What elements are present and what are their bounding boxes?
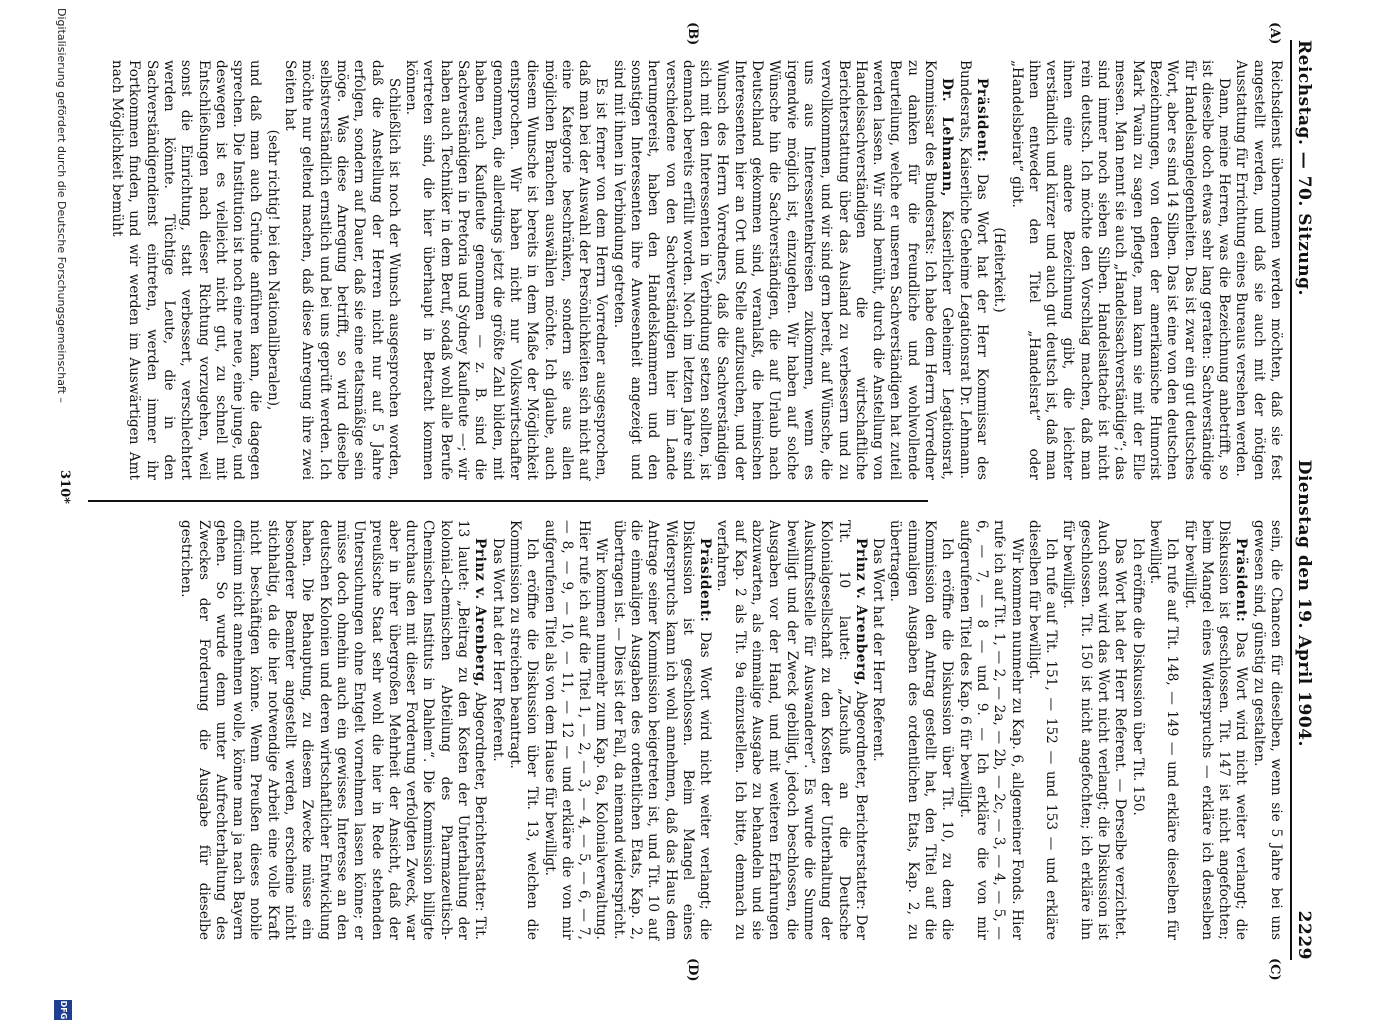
paragraph xyxy=(955,60,990,480)
column-divider xyxy=(88,500,928,502)
paragraph-text: Wir kommen nunmehr zum Kap. 6a, Kolonialverwaltung. Hier rufe ich auf die Titel 1, — 2, — 3, — 4, — 5, — 6, — 7, — 8, — 9, — 10, — 11, — 12 — und erkläre die von mir aufgerufenen Titel als von dem Hause für bewilligt. xyxy=(541,520,610,940)
running-head xyxy=(1294,40,1322,960)
paragraph xyxy=(177,520,488,940)
speaker-name: Prinz v. Arenberg, xyxy=(472,538,489,688)
speaker-name: Präsident: xyxy=(1233,538,1250,623)
paragraph-text: Das Wort hat der Herr Referent. — Derselbe verzichtet. Auch sonst wird das Wort nicht verlangt; die Diskussion ist geschlossen. Tit. 150 ist nicht angefochten; ich erkläre ihn für bewilligt. xyxy=(1060,520,1129,940)
paragraph xyxy=(990,60,1007,480)
paragraph xyxy=(955,520,1024,940)
paragraph-text: Dann, meine Herren, was die Bezeichnung anbetrifft, so ist dieselbe doch etwas sehr lang geraten: Sachverständige für Handelsangelegenheiten. Das ist zwar ein gut deutsches Wort, aber es sind 14 Silben. Das ist eine von den deutschen Bezeichnungen, von denen der amerikanische Humorist Mark Twain zu sagen pflegte, man kann sie mit der Elle messen. Man nennt sie auch „Handelssachverständige“; das sind immer noch sieben Silben. Handelsattaché ist nicht rein deutsch. Ich möchte den Vorschlag machen, daß man ihnen eine andere Bezeichnung gibt, die leichter verständlich und kürzer und auch gut deutsch ist, daß man ihnen entweder den Titel „Handelsrat“ oder „Handelsbeirat“ gibt. xyxy=(1008,60,1233,480)
margin-mark-c: (C) xyxy=(1267,958,1282,981)
digitization-credit: Digitalisierung gefördert durch die Deutsche Forschungsgemeinschaft – xyxy=(55,8,68,403)
paragraph-text: Das Wort wird nicht weiter verlangt; die Diskussion ist geschlossen. Beim Mangel eines Widerspruchs kann ich wohl annehmen, daß das Haus dem Antrage seiner Kommission beigetreten ist, und Tit. 10 auf die einmaligen Ausgaben des ordentlichen Etats, Kap. 2, übertragen ist. — Dies ist der Fall, da niemand widerspricht. xyxy=(610,520,714,940)
paragraph xyxy=(1059,520,1128,940)
paragraph-text: Ich eröffne die Diskussion über Tit. 150. xyxy=(1129,538,1146,816)
paragraph xyxy=(108,60,264,480)
paragraph xyxy=(281,60,402,480)
paragraph-text: Abgeordneter, Berichterstatter: Tit. 13 lautet: „Beitrag zu den Kosten der Unterhaltung der kolonial-chemischen Abteilung des Pharmazeutisch-Chemischen Instituts in Dahlem“. Die Kommission billigte durchaus den mit dieser Forderung verfolgten Zweck, war aber in ihrer übergroßen Mehrheit der Ansicht, daß der preußische Staat sehr wohl die hier in Rede stehenden Untersuchungen ohne Entgelt vornehmen lassen könne; er müsse doch ohnehin auch ein gewisses Interesse an den deutschen Kolonien und deren wirtschaftlicher Entwicklung haben. Die Behauptung, zu diesem Zwecke müsse ein besonderer Beamter angestellt werden, erscheine nicht stichhaltig, da die hier notwendige Arbeit eine volle Kraft nicht beschäftigen könne. Wenn Preußen dieses nobile officium nicht annehmen wolle, könne man ja nach Bayern gehen. So wurde denn unter Aufrechterhaltung des Zweckes der Forderung die Ausgabe für dieselbe gestrichen. xyxy=(178,520,489,940)
header-left: Reichstag. — 70. Sitzung. xyxy=(1294,40,1314,296)
newspaper-page xyxy=(40,0,1340,1020)
paragraph xyxy=(609,520,713,940)
header-rule xyxy=(1290,40,1292,960)
margin-mark-b: (B) xyxy=(685,22,700,46)
paragraph-text: Schließlich ist noch der Wunsch ausgesprochen worden, daß die Anstellung der Herren nicht nur auf 5 Jahre erfolgen, sondern auf Dauer, daß sie eine etatsmäßige sein möge. Was diese Anregung betrifft, so wird dieselbe selbstverständlich ernstlich und bei uns geprüft werden. Ich möchte nur geltend machen, daß diese Anregung ihre zwei Seiten hat xyxy=(282,60,402,480)
paragraph-text: Es ist ferner von dem Herrn Vorredner ausgesprochen, daß man bei der Auswahl der Persönlichkeiten sich nicht auf eine Kategorie beschränken, sondern sie aus allen möglichen Branchen auswählen möchte. Ich glaube, auch diesem Wunsche ist bereits in dem Maße der Möglichkeit entsprochen. Wir haben nicht nur Volkswirtschafter genommen, die allerdings jetzt die größte Zahl bilden, mit haben auch Kaufleute genommen — z. B. sind die Sachverständigen in Pretoria und Sydney Kaufleute —; wir haben auch Techniker in dem Beruf, sodaß wohl alle Berufe vertreten sind, die hier überhaupt in Betracht kommen können. xyxy=(403,60,610,480)
paragraph-text: Wir kommen nunmehr zu Kap. 6, allgemeiner Fonds. Hier rufe ich auf Tit. 1, — 2, — 2a, — 2b, — 2c, — 3, — 4, — 5, — 6, — 7, — 8 — und 9. — Ich erkläre die von mir aufgerufenen Titel des Kap. 6 für bewilligt. xyxy=(956,520,1025,940)
paragraph-text: Ich eröffne die Diskussion über Tit. 10, zu dem die Kommission den Antrag gestellt hat, den Titel auf die einmaligen Ausgaben des ordentlichen Etats, Kap. 2, zu übertragen. xyxy=(887,520,956,940)
paragraph xyxy=(402,60,610,480)
paragraph xyxy=(540,520,609,940)
paragraph-text: Kaiserlicher Geheimer Legationsrat, Kommissar des Bundesrats: Ich habe dem Herrn Vorredner zu danken für die freundliche und wohlwollende Beurteilung, welche er unseren Sachverständigen hat zuteil werden lassen. Wir sind bemüht, durch die Anstellung von Handelssachverständigen die wirtschaftliche Berichterstattung über das Ausland zu verbessern und zu vervollkommnen, und wir sind gern bereit, auf Wünsche, die uns aus Interessentenkreisen zukommen, wenn es irgendwie möglich ist, einzugehen. Wir haben auf solche Wünsche hin die Sachverständigen, die auf Urlaub nach Deutschland gekommen sind, veranlaßt, die heimischen Interessenten hier an Ort und Stelle aufzusuchen, und der Wunsch des Herrn Vorredners, daß die Sachverständigen sich mit den Interessenten in Verbindung setzen sollten, ist demnach bereits erfüllt worden. Noch im letzten Jahre sind verschiedene von den Sachverständigen hier im Lande herumgereist, haben den Handelskammern und den sonstigen Interessenten ihre Anwesenheit angezeigt und sind mit ihnen in Verbindung getreten. xyxy=(610,60,956,480)
paragraph xyxy=(1128,520,1145,940)
right-column xyxy=(177,520,1284,940)
left-column xyxy=(108,60,1284,480)
speaker-name: Präsident: xyxy=(697,538,714,623)
paragraph-text: sein, die Chancen für dieselben, wenn sie 5 Jahre bei uns gewesen sind, günstig zu gestalten. xyxy=(1250,520,1284,940)
paragraph xyxy=(1249,520,1284,940)
paragraph xyxy=(1007,60,1232,480)
dfg-logo: DFG xyxy=(54,1000,72,1020)
paragraph-text: Ich eröffne die Diskussion über Tit. 13, welchen die Kommission zu streichen beantragt. xyxy=(506,520,541,940)
header-date: Dienstag den 19. April 1904. xyxy=(1294,459,1314,747)
paragraph-text: (Heiterkeit.) xyxy=(991,227,1008,313)
paragraph-text: Abgeordneter, Berichterstatter: Der Tit. 10 lautet: „Zuschuß an die Deutsche Kolonialgesellschaft zu den Kosten der Unterhaltung der Auskunftsstelle für Auswanderer“. Es wurde die Summe bewilligt und der Zweck gebilligt, jedoch beschlossen, die Ausgaben vor der Hand, und mit weiteren Erfahrungen abzuwarten, als einmalige Ausgabe zu behandeln und sie auf Kap. 2 als Tit. 9a einzustellen. Ich bitte, demnach zu verfahren. xyxy=(714,520,869,940)
paragraph-text: Ich rufe auf Tit. 148, — 149 — und erkläre dieselben für bewilligt. xyxy=(1146,520,1181,940)
paragraph-text: und daß man auch Gründe anführen kann, die dagegen sprechen. Die Institution ist noch eine neue, eine junge, und deswegen ist es vielleicht nicht gut, zu schnell mit Entschließungen nach dieser Richtung vorzugehen, weil sonst die Einrichtung, statt verbessert, verschlechtert werden könnte. Tüchtige Leute, die in den Sachverständigendienst eintreten, werden immer ihr Fortkommen finden, und wir werden im Auswärtigen Amt nach Möglichkeit bemüht xyxy=(109,60,264,480)
paragraph xyxy=(886,520,955,940)
paragraph-text: Das Wort hat der Herr Referent. xyxy=(489,538,506,762)
paragraph xyxy=(506,520,541,940)
header-page-number: 2229 xyxy=(1294,910,1314,960)
paragraph-text: Das Wort hat der Herr Kommissar des Bundesrats, Kaiserliche Geheime Legationsrat Dr. Lehmann. xyxy=(956,60,990,480)
speaker-name: Dr. Lehmann, xyxy=(939,78,956,198)
page-footer-number: 310* xyxy=(57,470,72,504)
paragraph-text: Das Wort wird nicht weiter verlangt; die Diskussion ist geschlossen. Tit. 147 ist nicht angefochten; beim Mangel eines Widerspruchs — erkläre ich denselben für bewilligt. xyxy=(1181,520,1250,940)
speaker-name: Prinz v. Arenberg, xyxy=(852,538,869,687)
paragraph-text: Reichsdienst übernommen werden möchten, daß sie fest angestellt werden, und daß sie auch mit der nötigen Ausstattung für Errichtung eines Bureaus versehen werden. xyxy=(1233,60,1284,480)
paragraph xyxy=(869,520,886,940)
margin-mark-d: (D) xyxy=(685,958,700,982)
paragraph xyxy=(263,60,280,480)
speaker-name: Präsident: xyxy=(973,78,990,163)
paragraph-text: Das Wort hat der Herr Referent. xyxy=(870,538,887,762)
paragraph-text: (sehr richtig! bei den Nationalliberalen), xyxy=(264,129,281,411)
paragraph xyxy=(1146,520,1181,940)
paragraph xyxy=(713,520,869,940)
paragraph-text: Ich rufe auf Tit. 151, — 152 — und 153 — und erkläre dieselben für bewilligt. xyxy=(1025,520,1060,940)
margin-mark-a: (A) xyxy=(1267,22,1282,45)
paragraph xyxy=(1180,520,1249,940)
paragraph xyxy=(1232,60,1284,480)
paragraph xyxy=(488,520,505,940)
paragraph xyxy=(609,60,955,480)
paragraph xyxy=(1025,520,1060,940)
